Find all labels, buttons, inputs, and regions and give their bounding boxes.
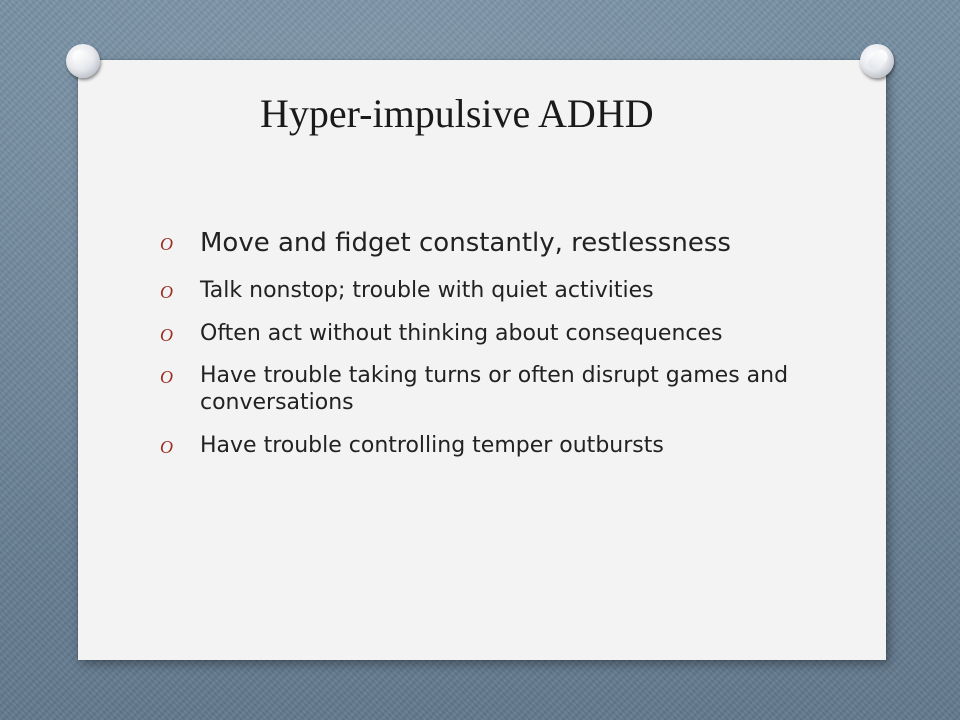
list-item [160, 228, 860, 260]
bullet-marker-icon: O [160, 281, 173, 302]
bullet-marker-icon: O [160, 367, 173, 388]
pushpin-icon [860, 44, 894, 78]
list-item [160, 433, 860, 460]
bullet-text: Move and fidget constantly, restlessness [200, 228, 731, 258]
bullet-text: Have trouble controlling temper outbursts [200, 433, 664, 459]
bullet-text: Talk nonstop; trouble with quiet activities [200, 277, 654, 303]
slide-title: Hyper-impulsive ADHD [260, 91, 654, 136]
pushpin-icon [66, 44, 100, 78]
list-item [160, 363, 860, 417]
bullet-text: Have trouble taking turns or often disrupt games and conversations [200, 363, 789, 416]
bullet-list [160, 228, 860, 476]
bullet-marker-icon: O [160, 324, 173, 345]
bullet-marker-icon: O [160, 437, 173, 458]
bullet-marker-icon: O [160, 234, 173, 254]
list-item [160, 321, 860, 348]
list-item [160, 278, 860, 305]
bullet-text: Often act without thinking about consequences [200, 320, 723, 346]
